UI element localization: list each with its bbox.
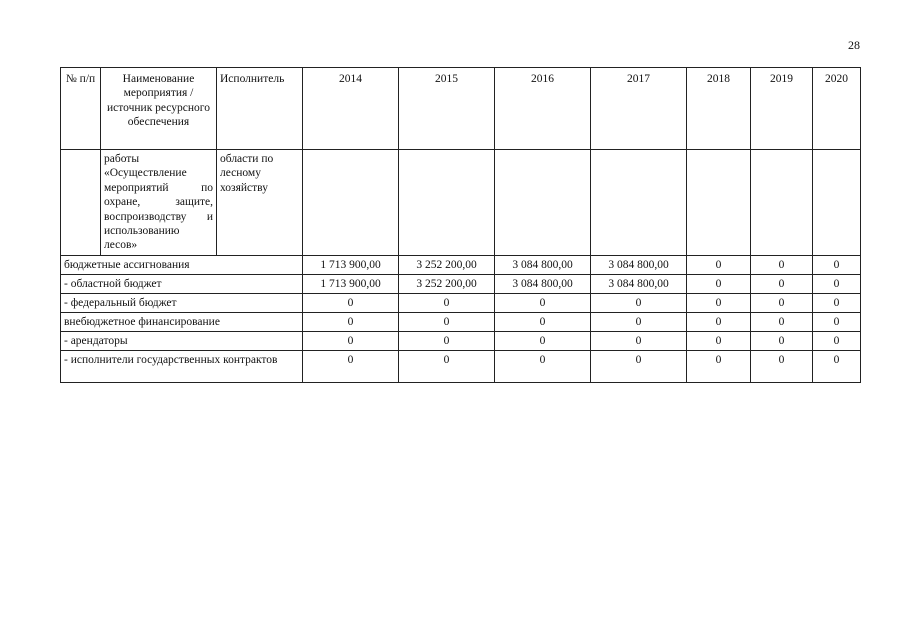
- value-cell: 0: [813, 312, 861, 331]
- cell-num: [61, 150, 101, 256]
- value-cell: 3 084 800,00: [495, 255, 591, 274]
- table-row: [61, 350, 861, 382]
- value-cell: 0: [813, 350, 861, 382]
- table-header-row: [61, 68, 861, 150]
- header-year: 2015: [399, 68, 495, 150]
- value-cell: 0: [751, 331, 813, 350]
- header-year: 2019: [751, 68, 813, 150]
- budget-table: [60, 67, 861, 383]
- row-label: - арендаторы: [61, 331, 303, 350]
- row-label: внебюджетное финансирование: [61, 312, 303, 331]
- cell-executor: области по лесному хозяйству: [217, 150, 303, 256]
- value-cell: 0: [399, 312, 495, 331]
- value-cell: 0: [303, 331, 399, 350]
- row-label: бюджетные ассигнования: [61, 255, 303, 274]
- value-cell: 0: [591, 312, 687, 331]
- header-year: 2017: [591, 68, 687, 150]
- header-executor: Исполнитель: [217, 68, 303, 150]
- value-cell: 0: [591, 293, 687, 312]
- value-cell: 0: [591, 331, 687, 350]
- value-cell: 0: [687, 274, 751, 293]
- header-name: Наименование мероприятия / источник ресурсного обеспечения: [101, 68, 217, 150]
- value-cell: 0: [813, 331, 861, 350]
- value-cell: 0: [751, 350, 813, 382]
- value-cell: 0: [495, 312, 591, 331]
- value-cell: 0: [751, 293, 813, 312]
- value-cell: 1 713 900,00: [303, 274, 399, 293]
- table-row: [61, 331, 861, 350]
- cell-empty: [687, 150, 751, 256]
- value-cell: 1 713 900,00: [303, 255, 399, 274]
- table-row: [61, 293, 861, 312]
- value-cell: 0: [687, 255, 751, 274]
- value-cell: 0: [687, 293, 751, 312]
- table-row-continuation: [61, 150, 861, 256]
- row-label: - исполнители государственных контрактов: [61, 350, 303, 382]
- value-cell: 0: [813, 255, 861, 274]
- header-year: 2018: [687, 68, 751, 150]
- value-cell: 0: [399, 331, 495, 350]
- cell-empty: [751, 150, 813, 256]
- value-cell: 3 084 800,00: [591, 255, 687, 274]
- header-year: 2014: [303, 68, 399, 150]
- value-cell: 0: [813, 274, 861, 293]
- value-cell: 0: [495, 293, 591, 312]
- value-cell: 0: [687, 312, 751, 331]
- value-cell: 0: [303, 312, 399, 331]
- value-cell: 0: [591, 350, 687, 382]
- value-cell: 0: [495, 331, 591, 350]
- cell-empty: [591, 150, 687, 256]
- value-cell: 3 084 800,00: [591, 274, 687, 293]
- value-cell: 0: [813, 293, 861, 312]
- cell-empty: [813, 150, 861, 256]
- table-row: [61, 312, 861, 331]
- value-cell: 0: [751, 274, 813, 293]
- table-row: [61, 274, 861, 293]
- value-cell: 0: [687, 350, 751, 382]
- value-cell: 0: [751, 255, 813, 274]
- value-cell: 0: [399, 350, 495, 382]
- value-cell: 3 252 200,00: [399, 274, 495, 293]
- header-num: № п/п: [61, 68, 101, 150]
- value-cell: 0: [303, 350, 399, 382]
- value-cell: 0: [495, 350, 591, 382]
- value-cell: 0: [687, 331, 751, 350]
- row-label: - областной бюджет: [61, 274, 303, 293]
- value-cell: 3 084 800,00: [495, 274, 591, 293]
- value-cell: 0: [303, 293, 399, 312]
- page-number: 28: [848, 38, 860, 52]
- value-cell: 0: [751, 312, 813, 331]
- cell-empty: [495, 150, 591, 256]
- cell-activity-name: работы «Осуществление мероприятий по охране, защите, воспроизводству и использованию лесов»: [101, 150, 217, 256]
- cell-empty: [303, 150, 399, 256]
- value-cell: 0: [399, 293, 495, 312]
- header-year: 2016: [495, 68, 591, 150]
- value-cell: 3 252 200,00: [399, 255, 495, 274]
- table-row: [61, 255, 861, 274]
- cell-empty: [399, 150, 495, 256]
- row-label: - федеральный бюджет: [61, 293, 303, 312]
- header-year: 2020: [813, 68, 861, 150]
